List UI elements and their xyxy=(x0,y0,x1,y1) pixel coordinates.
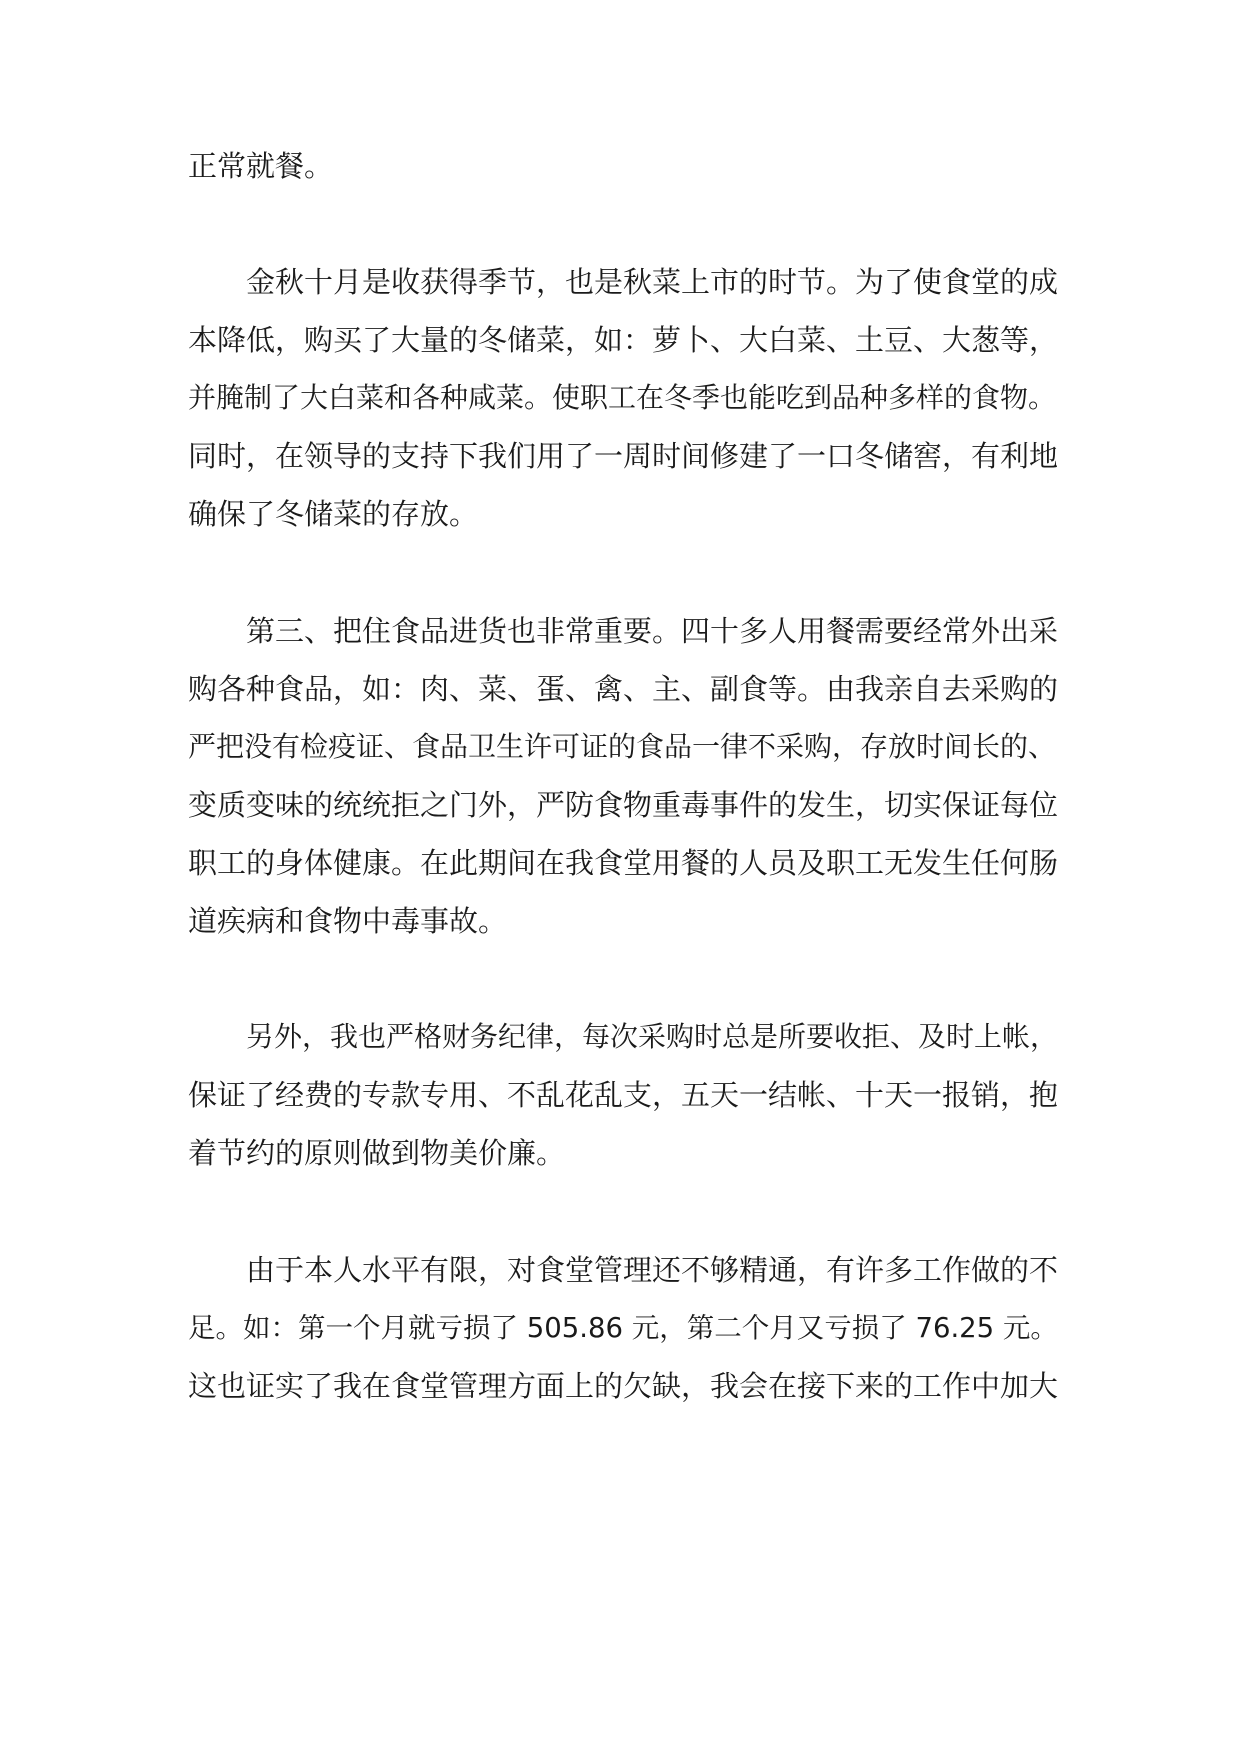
paragraph-1-line-2: 并腌制了大白菜和各种咸菜。使职工在冬季也能吃到品种多样的食物。 xyxy=(188,381,1057,414)
paragraph-3-line-2: 着节约的原则做到物美价廉。 xyxy=(188,1136,566,1170)
paragraph-2-line-0: 第三、把住食品进货也非常重要。四十多人用餐需要经常外出采 xyxy=(246,614,1059,648)
paragraph-4-line-0: 由于本人水平有限，对食堂管理还不够精通，有许多工作做的不 xyxy=(246,1253,1059,1287)
paragraph-2-line-3: 变质变味的统统拒之门外，严防食物重毒事件的发生，切实保证每位 xyxy=(188,788,1059,822)
document-page xyxy=(188,0,1068,1754)
paragraph-1-line-0: 金秋十月是收获得季节，也是秋菜上市的时节。为了使食堂的成 xyxy=(246,265,1059,299)
paragraph-3-line-0: 另外，我也严格财务纪律，每次采购时总是所要收拒、及时上帐， xyxy=(246,1020,1059,1053)
paragraph-0-line-0: 正常就餐。 xyxy=(188,149,334,183)
paragraph-2-line-5: 道疾病和食物中毒事故。 xyxy=(188,904,508,938)
paragraph-4-line-2: 这也证实了我在食堂管理方面上的欠缺，我会在接下来的工作中加大 xyxy=(188,1369,1059,1403)
paragraph-1-line-1: 本降低，购买了大量的冬储菜，如：萝卜、大白菜、土豆、大葱等， xyxy=(188,323,1059,357)
paragraph-2-line-2: 严把没有检疫证、食品卫生许可证的食品一律不采购，存放时间长的、 xyxy=(188,730,1057,763)
paragraph-3-line-1: 保证了经费的专款专用、不乱花乱支，五天一结帐、十天一报销，抱 xyxy=(188,1078,1059,1112)
paragraph-2-line-4: 职工的身体健康。在此期间在我食堂用餐的人员及职工无发生任何肠 xyxy=(188,846,1059,880)
paragraph-1-line-4: 确保了冬储菜的存放。 xyxy=(188,497,479,531)
paragraph-2-line-1: 购各种食品，如：肉、菜、蛋、禽、主、副食等。由我亲自去采购的 xyxy=(188,672,1059,706)
paragraph-1-line-3: 同时，在领导的支持下我们用了一周时间修建了一口冬储窖，有利地 xyxy=(188,439,1059,473)
paragraph-4-line-1: 足。如：第一个月就亏损了 505.86 元，第二个月又亏损了 76.25 元。 xyxy=(188,1312,1058,1344)
